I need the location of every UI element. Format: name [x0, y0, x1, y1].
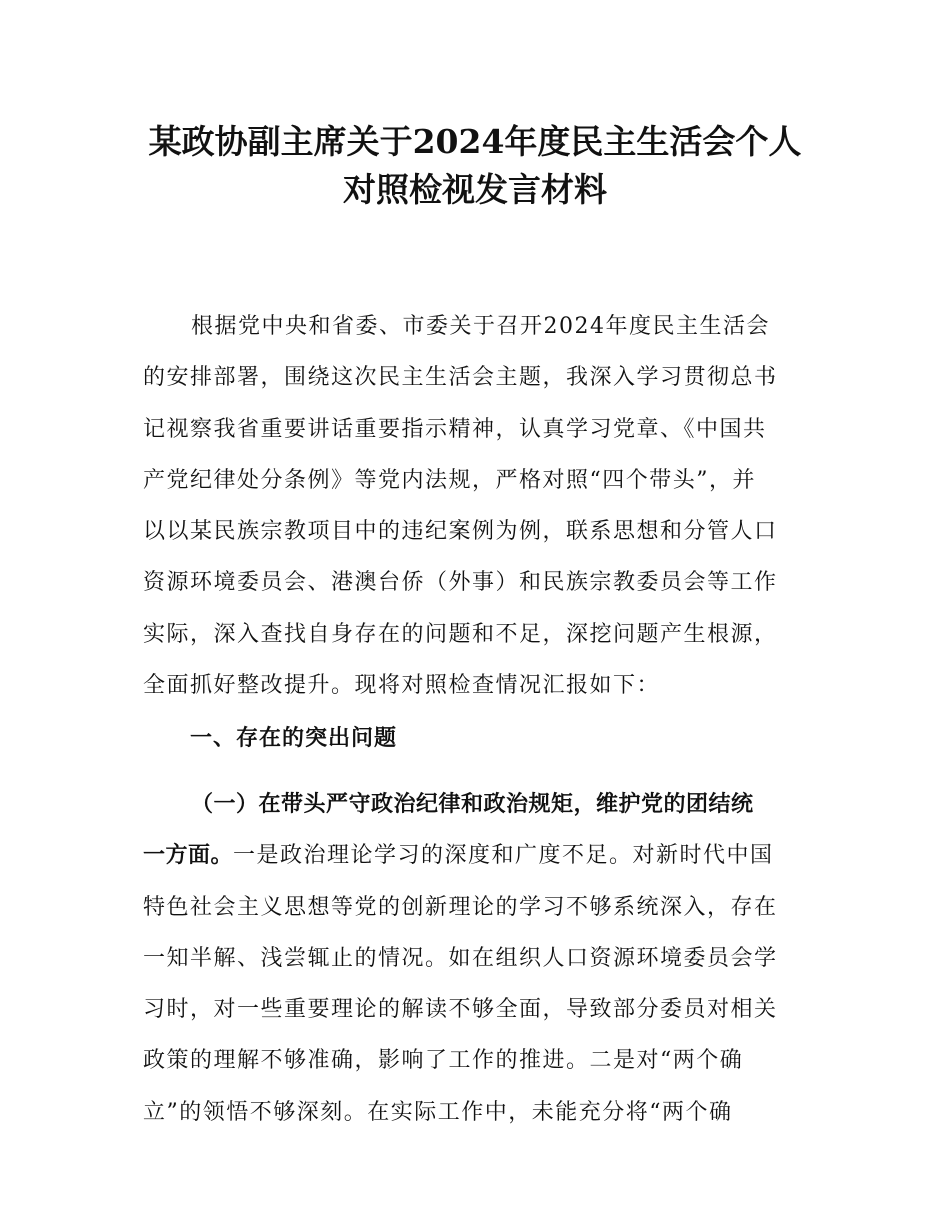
subsection-1-line [143, 830, 823, 881]
intro-paragraph [143, 301, 823, 711]
subsection-1-heading-tail: 一方面。 [143, 843, 234, 869]
intro-line: 记视察我省重要讲话重要指示精神，认真学习党章、《中国共 [143, 416, 767, 442]
subsection-1-line: 特色社会主义思想等党的创新理论的学习不够系统深入，存在 [143, 894, 778, 920]
subsection-1-text: 一是政治理论学习的深度和广度不足。对新时代中国 [233, 843, 774, 869]
subsection-1-line: 政策的理解不够准确，影响了工作的推进。二是对“两个确 [143, 1048, 744, 1074]
subsection-1-line: 一知半解、浅尝辄止的情况。如在组织人口资源环境委员会学 [143, 945, 778, 971]
subsection-1-line: 习时，对一些重要理论的解读不够全面，导致部分委员对相关 [143, 997, 778, 1023]
document-title-line-1: 某政协副主席关于2024年度民主生活会个人 [148, 122, 802, 161]
intro-line: 实际，深入查找自身存在的问题和不足，深挖问题产生根源， [143, 621, 778, 647]
intro-line: 的安排部署，围绕这次民主生活会主题，我深入学习贯彻总书 [143, 365, 778, 391]
intro-line: 资源环境委员会、港澳台侨（外事）和民族宗教委员会等工作 [143, 570, 778, 596]
subsection-1-paragraph [143, 779, 823, 1138]
intro-line: 以以某民族宗教项目中的违纪案例为例，联系思想和分管人口 [143, 519, 778, 545]
subsection-1-line: 立”的领悟不够深刻。在实际工作中，未能充分将“两个确 [143, 1099, 733, 1125]
intro-line: 产党纪律处分条例》等党内法规，严格对照“四个带头”，并 [143, 467, 756, 493]
intro-line: 全面抓好整改提升。现将对照检查情况汇报如下： [143, 673, 661, 699]
document-title-line-2: 对照检视发言材料 [343, 170, 607, 209]
subsection-1-heading: （一）在带头严守政治纪律和政治规矩，维护党的团结统 [191, 792, 754, 817]
intro-line: 根据党中央和省委、市委关于召开2024年度民主生活会 [191, 314, 770, 339]
section-heading-1: 一、存在的突出问题 [190, 726, 398, 751]
